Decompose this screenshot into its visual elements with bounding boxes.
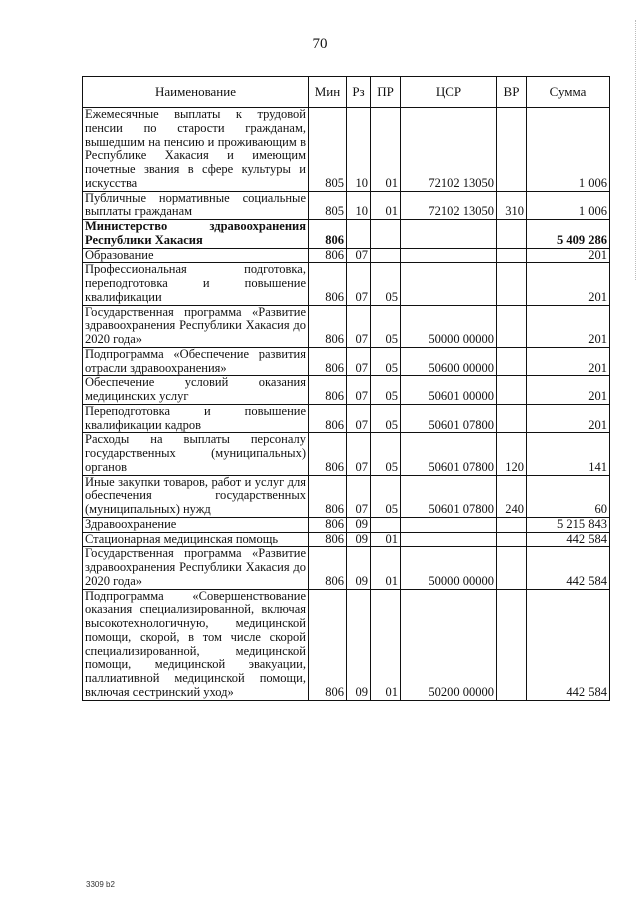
- cell-min: 805: [309, 108, 347, 192]
- cell-min: 806: [309, 220, 347, 249]
- cell-name: Государственная программа «Развитие здравоохранения Республики Хакасия до 2020 года»: [83, 547, 309, 589]
- cell-rz: 07: [347, 376, 371, 405]
- cell-vr: [497, 220, 527, 249]
- cell-min: 806: [309, 517, 347, 532]
- cell-rz: 07: [347, 475, 371, 517]
- cell-sum: 1 006: [527, 108, 610, 192]
- cell-vr: [497, 547, 527, 589]
- table-row: [83, 305, 610, 347]
- cell-rz: [347, 220, 371, 249]
- cell-rz: 10: [347, 108, 371, 192]
- cell-vr: 240: [497, 475, 527, 517]
- header-rz: Рз: [347, 77, 371, 108]
- cell-sum: 201: [527, 263, 610, 305]
- header-csr: ЦСР: [401, 77, 497, 108]
- cell-name: Министерство здравоохранения Республики Хакасия: [83, 220, 309, 249]
- header-pr: ПР: [371, 77, 401, 108]
- cell-csr: 50200 00000: [401, 589, 497, 700]
- cell-name: Ежемесячные выплаты к трудовой пенсии по старости гражданам, вышедшим на пенсию и проживающим в Республике Хакасия и имеющим почетные звания в сфере культуры и искусства: [83, 108, 309, 192]
- cell-min: 805: [309, 191, 347, 220]
- cell-rz: 09: [347, 589, 371, 700]
- cell-rz: 07: [347, 248, 371, 263]
- cell-csr: 72102 13050: [401, 108, 497, 192]
- cell-csr: 50600 00000: [401, 347, 497, 376]
- cell-csr: [401, 263, 497, 305]
- cell-pr: 01: [371, 532, 401, 547]
- cell-pr: 05: [371, 376, 401, 405]
- cell-name: Образование: [83, 248, 309, 263]
- cell-name: Подпрограмма «Обеспечение развития отрасли здравоохранения»: [83, 347, 309, 376]
- cell-vr: [497, 248, 527, 263]
- cell-sum: 201: [527, 248, 610, 263]
- table-row: [83, 547, 610, 589]
- cell-rz: 07: [347, 433, 371, 475]
- cell-rz: 07: [347, 404, 371, 433]
- cell-min: 806: [309, 547, 347, 589]
- cell-sum: 201: [527, 404, 610, 433]
- cell-name: Подпрограмма «Совершенствование оказания специализированной, включая высокотехнологичную, медицинской помощи, скорой, в том числе скорой специализированной, медицинской помощи, медицинской эвакуации, паллиативной медицинской помощи, включая сестринский уход»: [83, 589, 309, 700]
- cell-sum: 60: [527, 475, 610, 517]
- cell-csr: [401, 517, 497, 532]
- cell-csr: 50000 00000: [401, 547, 497, 589]
- table-header-row: [83, 77, 610, 108]
- cell-pr: 05: [371, 347, 401, 376]
- cell-pr: 01: [371, 108, 401, 192]
- table-row: [83, 376, 610, 405]
- cell-rz: 10: [347, 191, 371, 220]
- cell-pr: 05: [371, 433, 401, 475]
- cell-rz: 09: [347, 532, 371, 547]
- cell-min: 806: [309, 376, 347, 405]
- cell-min: 806: [309, 532, 347, 547]
- cell-name: Стационарная медицинская помощь: [83, 532, 309, 547]
- table-row: [83, 191, 610, 220]
- cell-vr: [497, 532, 527, 547]
- cell-sum: 442 584: [527, 532, 610, 547]
- cell-csr: [401, 532, 497, 547]
- cell-name: Расходы на выплаты персоналу государственных (муниципальных) органов: [83, 433, 309, 475]
- table-row: [83, 589, 610, 700]
- header-sum: Сумма: [527, 77, 610, 108]
- cell-sum: 201: [527, 347, 610, 376]
- cell-csr: 50601 07800: [401, 433, 497, 475]
- cell-pr: 01: [371, 547, 401, 589]
- table-row: [83, 347, 610, 376]
- cell-pr: [371, 517, 401, 532]
- cell-vr: [497, 108, 527, 192]
- cell-pr: 05: [371, 404, 401, 433]
- cell-sum: 5 215 843: [527, 517, 610, 532]
- cell-pr: [371, 248, 401, 263]
- cell-pr: 01: [371, 589, 401, 700]
- cell-min: 806: [309, 475, 347, 517]
- cell-sum: 1 006: [527, 191, 610, 220]
- cell-min: 806: [309, 433, 347, 475]
- page-number: 70: [312, 36, 328, 52]
- cell-pr: 01: [371, 191, 401, 220]
- table-row: [83, 248, 610, 263]
- cell-pr: [371, 220, 401, 249]
- cell-rz: 07: [347, 263, 371, 305]
- cell-sum: 442 584: [527, 589, 610, 700]
- table-row: [83, 108, 610, 192]
- header-min: Мин: [309, 77, 347, 108]
- cell-vr: [497, 347, 527, 376]
- cell-csr: 50601 07800: [401, 404, 497, 433]
- cell-name: Переподготовка и повышение квалификации кадров: [83, 404, 309, 433]
- cell-sum: 5 409 286: [527, 220, 610, 249]
- cell-rz: 09: [347, 547, 371, 589]
- cell-min: 806: [309, 263, 347, 305]
- cell-vr: [497, 263, 527, 305]
- table-row: [83, 404, 610, 433]
- footer-code: 3309 b2: [86, 880, 115, 889]
- cell-sum: 141: [527, 433, 610, 475]
- cell-name: Обеспечение условий оказания медицинских услуг: [83, 376, 309, 405]
- cell-vr: 310: [497, 191, 527, 220]
- budget-table: [82, 76, 610, 701]
- cell-rz: 09: [347, 517, 371, 532]
- header-name: Наименование: [83, 77, 309, 108]
- cell-name: Иные закупки товаров, работ и услуг для обеспечения государственных (муниципальных) нужд: [83, 475, 309, 517]
- cell-csr: 72102 13050: [401, 191, 497, 220]
- cell-min: 806: [309, 589, 347, 700]
- cell-csr: 50601 00000: [401, 376, 497, 405]
- cell-min: 806: [309, 347, 347, 376]
- header-vr: ВР: [497, 77, 527, 108]
- cell-name: Государственная программа «Развитие здравоохранения Республики Хакасия до 2020 года»: [83, 305, 309, 347]
- cell-csr: 50000 00000: [401, 305, 497, 347]
- cell-csr: 50601 07800: [401, 475, 497, 517]
- table-row: [83, 475, 610, 517]
- cell-rz: 07: [347, 347, 371, 376]
- cell-pr: 05: [371, 475, 401, 517]
- cell-vr: [497, 404, 527, 433]
- cell-name: Здравоохранение: [83, 517, 309, 532]
- cell-min: 806: [309, 248, 347, 263]
- cell-min: 806: [309, 404, 347, 433]
- cell-pr: 05: [371, 305, 401, 347]
- table-row: [83, 517, 610, 532]
- table-row: [83, 220, 610, 249]
- table-row: [83, 433, 610, 475]
- cell-vr: [497, 376, 527, 405]
- cell-vr: [497, 305, 527, 347]
- cell-sum: 442 584: [527, 547, 610, 589]
- cell-pr: 05: [371, 263, 401, 305]
- table-row: [83, 532, 610, 547]
- cell-name: Публичные нормативные социальные выплаты гражданам: [83, 191, 309, 220]
- cell-name: Профессиональная подготовка, переподготовка и повышение квалификации: [83, 263, 309, 305]
- cell-vr: 120: [497, 433, 527, 475]
- cell-vr: [497, 517, 527, 532]
- cell-min: 806: [309, 305, 347, 347]
- cell-sum: 201: [527, 305, 610, 347]
- cell-vr: [497, 589, 527, 700]
- cell-rz: 07: [347, 305, 371, 347]
- cell-sum: 201: [527, 376, 610, 405]
- cell-csr: [401, 248, 497, 263]
- table-row: [83, 263, 610, 305]
- cell-csr: [401, 220, 497, 249]
- scan-edge-marks: [629, 20, 636, 280]
